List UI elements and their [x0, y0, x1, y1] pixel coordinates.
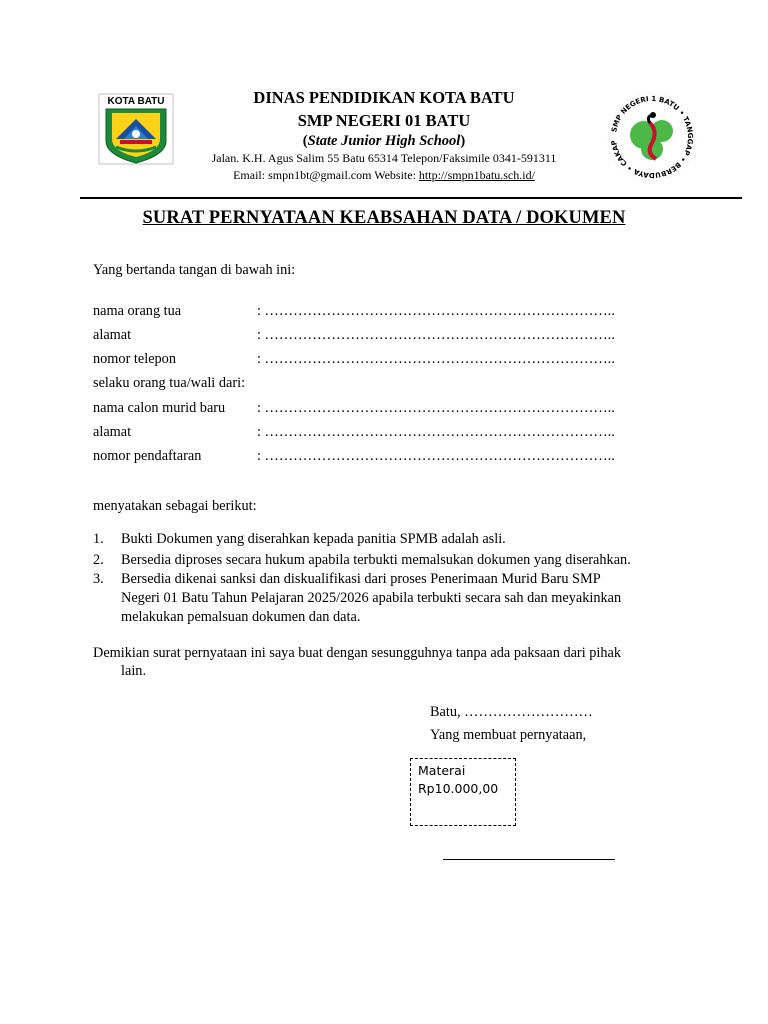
- document-title: SURAT PERNYATAAN KEABSAHAN DATA / DOKUMEN: [142, 208, 626, 228]
- closing-text-cont: lain.: [121, 663, 147, 679]
- field-label: alamat: [93, 424, 132, 440]
- place-date: Batu, ………………………: [430, 704, 593, 720]
- statement-text: Bersedia diproses secara hukum apabila terbukti memalsukan dokumen yang diserahkan.: [121, 552, 631, 568]
- materai-label: Materai: [418, 763, 466, 778]
- right-logo-ring-text: SMP NEGERI 1 BATU • TANGGAP • BERBUDAYA • CAKAP: [610, 94, 695, 180]
- header-school-name: SMP NEGERI 01 BATU: [297, 111, 471, 130]
- header-contact: Email: smpn1bt@gmail.com Website: http://smpn1batu.sch.id/: [233, 168, 535, 182]
- header-address: Jalan. K.H. Agus Salim 55 Batu 65314 Telepon/Faksimile 0341-591311: [211, 151, 557, 165]
- selaku-text: selaku orang tua/wali dari:: [93, 375, 246, 391]
- field-value: : ………………………………………………………………..: [257, 303, 615, 319]
- statement-text: Negeri 01 Batu Tahun Pelajaran 2025/2026 apabila terbukti secara sah dan meyakinkan: [121, 590, 622, 606]
- statement-number: 2.: [93, 552, 104, 568]
- field-value: : ………………………………………………………………..: [257, 448, 615, 464]
- statement-intro: menyatakan sebagai berikut:: [93, 498, 257, 514]
- field-value: : ………………………………………………………………..: [257, 327, 615, 343]
- field-label: nomor telepon: [93, 351, 176, 367]
- materai-amount: Rp10.000,00: [418, 781, 499, 796]
- left-logo-label: KOTA BATU: [107, 96, 165, 107]
- intro-text: Yang bertanda tangan di bawah ini:: [93, 262, 296, 278]
- field-label: alamat: [93, 327, 132, 343]
- field-label: nomor pendaftaran: [93, 448, 202, 464]
- statement-text: Bersedia dikenai sanksi dan diskualifikasi dari proses Penerimaan Murid Baru SMP: [121, 571, 601, 587]
- field-value: : ………………………………………………………………..: [257, 351, 615, 367]
- signer-label: Yang membuat pernyataan,: [430, 727, 587, 743]
- field-label: nama calon murid baru: [93, 400, 226, 416]
- header-divider: [80, 197, 742, 199]
- header-english-name: (State Junior High School): [302, 133, 466, 149]
- statement-number: 3.: [93, 571, 104, 587]
- statement-text: melakukan pemalsuan dokumen dan data.: [121, 609, 361, 625]
- signature-line: [443, 859, 615, 860]
- header-agency: DINAS PENDIDIKAN KOTA BATU: [253, 88, 515, 107]
- statement-text: Bukti Dokumen yang diserahkan kepada panitia SPMB adalah asli.: [121, 531, 506, 547]
- field-label: nama orang tua: [93, 303, 182, 319]
- field-value: : ………………………………………………………………..: [257, 400, 615, 416]
- field-value: : ………………………………………………………………..: [257, 424, 615, 440]
- statement-number: 1.: [93, 531, 104, 547]
- website-link[interactable]: http://smpn1batu.sch.id/: [418, 168, 535, 182]
- closing-text: Demikian surat pernyataan ini saya buat dengan sesungguhnya tanpa ada paksaan dari pihak: [93, 645, 622, 661]
